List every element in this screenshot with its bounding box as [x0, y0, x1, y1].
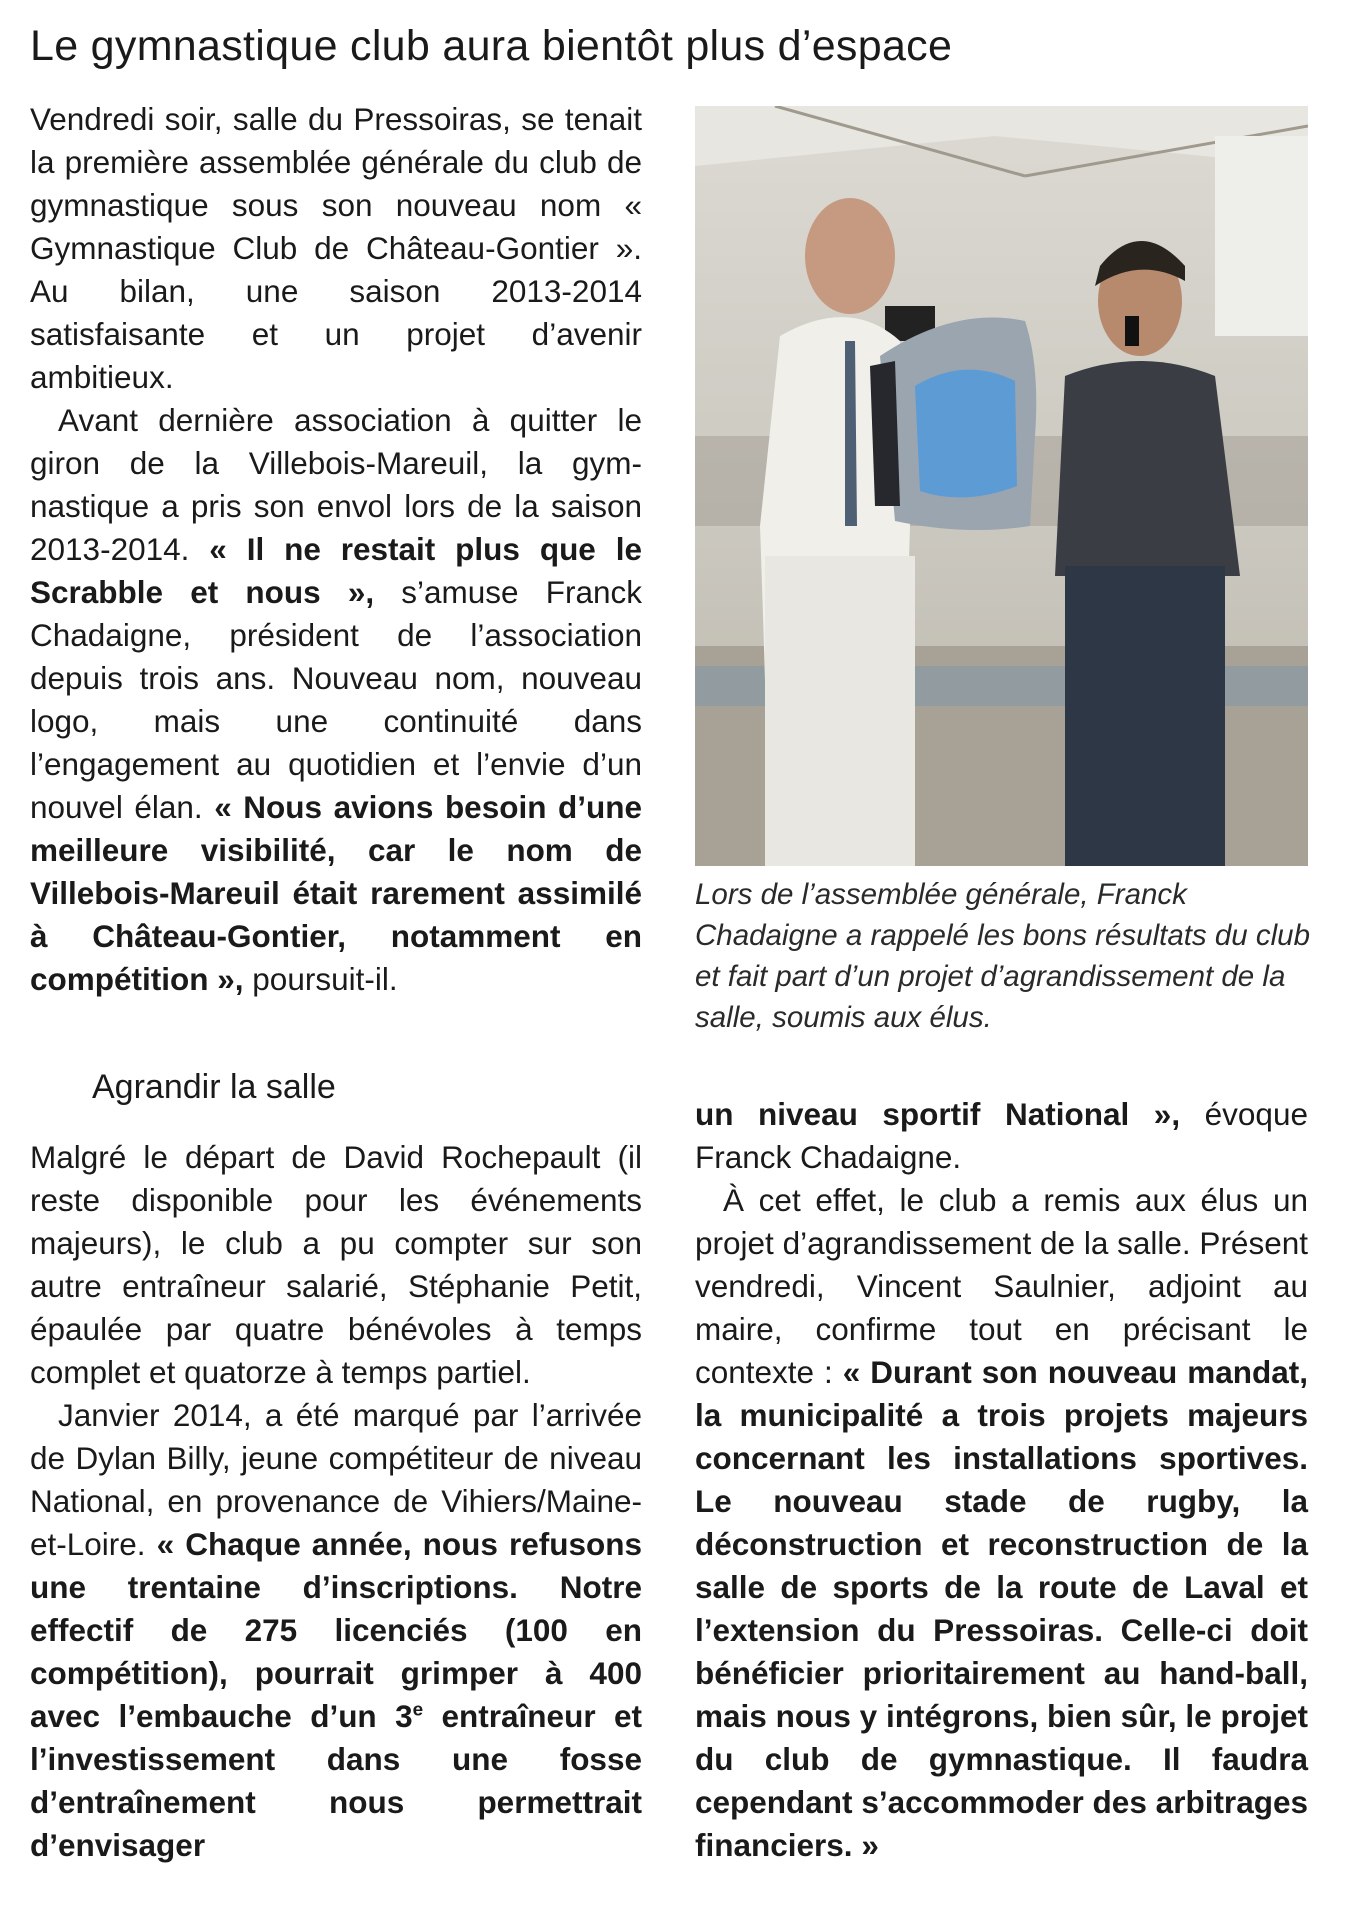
text-run: Janvier 2014, a été marqué par l’arrivée de Dylan Billy, jeune compétiteur de niveau National, en provenance de Vihiers/Maine-et-Loire. — [30, 1397, 642, 1562]
article-column-left-bottom — [30, 1136, 642, 1867]
text-run: entraîneur et l’investissement dans une fosse d’entraînement nous permettrait d’envisager — [30, 1698, 642, 1863]
intro-paragraph: Vendredi soir, salle du Pressoiras, se tenait la première assemblée générale du club de gymnastique sous son nouveau nom « Gymnastique Club de Château-Gontier ». Au bilan, une saison 2013-2014 satisfaisante et un projet d’avenir ambitieux. — [30, 101, 642, 395]
quote-scrabble: « Il ne restait plus que le Scrabble et nous », — [30, 531, 642, 610]
article-column-right-bottom — [695, 1093, 1308, 1867]
text-run: évoque Franck Chadaigne. — [695, 1096, 1308, 1175]
quote-inscriptions — [30, 1526, 642, 1863]
paragraph-envol — [30, 399, 642, 1001]
quote-national: un niveau sportif National », — [695, 1096, 1181, 1132]
article-photo — [695, 106, 1308, 866]
paragraph-entraineurs: Malgré le départ de David Rochepault (il reste disponible pour les événements majeurs), le club a pu compter sur son autre entraîneur salarié, Stéphanie Petit, épaulée par quatre bénévoles à temps complet et quatorze à temps partiel. — [30, 1139, 642, 1390]
text-run: s’amuse Franck Chadaigne, président de l’association depuis trois ans. Nouveau nom, nouveau logo, mais une continuité dans l’engagement au quotidien et l’envie d’un nouvel élan. — [30, 574, 642, 825]
photo-caption — [695, 874, 1315, 1038]
article-headline: Le gymnastique club aura bientôt plus d’espace — [30, 22, 953, 70]
paragraph-dylan-billy — [30, 1394, 642, 1867]
text-run: Avant dernière association à quitter le giron de la Villebois-Mareuil, la gymnastique a pris son envol lors de la saison 2013-2014. — [30, 402, 642, 567]
quote-visibilite: « Nous avions besoin d’une meilleure visibilité, car le nom de Villebois-Mareuil était rarement assimilé à Château-Gontier, notamment en compétition », — [30, 789, 642, 997]
text-run: poursuit-il. — [243, 961, 398, 997]
paragraph-continuation — [695, 1093, 1308, 1179]
caption-text: Lors de l’assemblée générale, Franck Chadaigne a rappelé les bons résultats du club et fait part d’un projet d’agrandissement de la salle, soumis aux élus. — [695, 878, 1310, 1034]
article-column-left-top — [30, 98, 642, 1001]
quote-municipalite: « Durant son nouveau mandat, la municipalité a trois projets majeurs concernant les installations sportives. Le nouveau stade de rugby, la déconstruction et reconstruction de la salle de sports de la route de Laval et l’extension du Pressoiras. Celle-ci doit bénéficier prioritairement au hand-ball, mais nous y intégrons, bien sûr, le projet du club de gymnastique. Il faudra cependant s’accommoder des arbitrages financiers. » — [695, 1354, 1308, 1863]
ordinal-superscript: e — [412, 1699, 424, 1721]
photo-illustration — [695, 106, 1308, 866]
text-run: À cet effet, le club a remis aux élus un projet d’agrandissement de la salle. Présent vendredi, Vincent Saulnier, adjoint au maire, confirme tout en précisant le contexte : — [695, 1182, 1308, 1390]
text-run: « Chaque année, nous refusons une trentaine d’inscriptions. Notre effectif de 275 licenciés (100 en compétition), pourrait grimper à 400 avec l’embauche d’un 3 — [30, 1526, 642, 1734]
section-subheading: Agrandir la salle — [92, 1068, 336, 1106]
paragraph-agrandissement — [695, 1179, 1308, 1867]
